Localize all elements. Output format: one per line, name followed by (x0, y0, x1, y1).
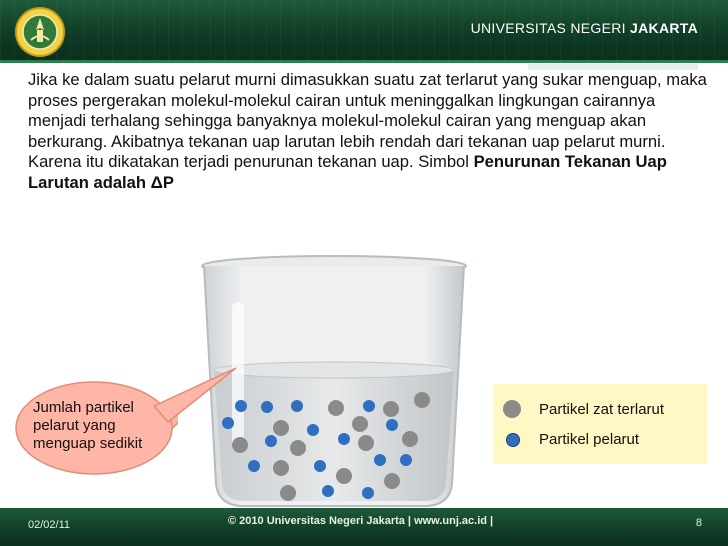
legend-item-solute (493, 398, 707, 424)
legend-label: Partikel pelarut (539, 431, 640, 448)
callout-text: Jumlah partikel pelarut yang menguap sedikit (33, 399, 143, 452)
solvent-particle-icon (506, 433, 520, 447)
footer-copyright: © 2010 Universitas Negeri Jakarta | www.unj.ac.id | (228, 515, 494, 527)
legend-label: Partikel zat terlarut (539, 401, 665, 418)
solute-particle-icon (503, 400, 521, 418)
delta-symbol: Δ (150, 172, 163, 192)
legend-item-solvent (493, 428, 707, 454)
page-number: 8 (695, 517, 702, 529)
explanation-paragraph: Jika ke dalam suatu pelarut murni dimasukkan suatu zat terlarut yang sukar menguap, maka proses pergerakan molekul-molekul cairan untuk meninggalkan lingkungan cairannya menjadi terhalang sehingga banyaknya molekul-molekul cairan yang menguap akan berkurang. Akibatnya tekanan uap larutan lebih rendah dari tekanan uap pelarut murni. Karena itu dikatakan terjadi penurunan tekanan uap. Simbol Penurunan Tekanan Uap Larutan adalah ΔP (28, 70, 707, 192)
university-title: UNIVERSITAS NEGERI JAKARTA (470, 20, 698, 36)
symbol-statement: Penurunan Tekanan Uap Larutan adalah ΔP (28, 152, 667, 192)
particle-legend (493, 384, 707, 464)
university-logo-icon (14, 6, 66, 58)
footer-date: 02/02/11 (28, 519, 71, 531)
header-underline (0, 60, 728, 63)
header-bar (0, 0, 728, 60)
